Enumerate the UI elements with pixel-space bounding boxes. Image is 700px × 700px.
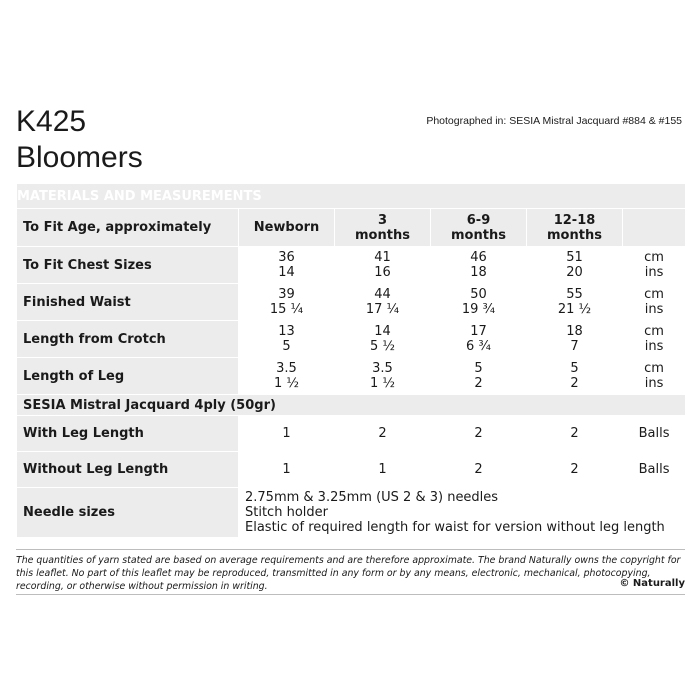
copyright: © Naturally xyxy=(619,578,685,589)
pattern-name: Bloomers xyxy=(16,141,143,174)
cell-value xyxy=(431,321,527,358)
cell-line: 6 ¾ xyxy=(465,339,491,354)
cell-units: Balls xyxy=(623,452,686,488)
age-6-9-months xyxy=(431,209,527,247)
table-row-leg xyxy=(17,358,686,395)
cell-line: months xyxy=(355,227,410,243)
cell-units xyxy=(623,284,686,321)
table-row-crotch xyxy=(17,321,686,358)
needles-line: Elastic of required length for waist for version without leg length xyxy=(245,520,665,535)
cell-value xyxy=(335,247,431,284)
row-label: To Fit Chest Sizes xyxy=(17,247,239,284)
cell-value: 2 xyxy=(335,416,431,452)
cell-line: 16 xyxy=(374,265,391,280)
cell-line: 5 xyxy=(474,361,483,376)
cell-units xyxy=(623,358,686,395)
yarn-heading: SESIA Mistral Jacquard 4ply (50gr) xyxy=(17,395,686,416)
cell-units xyxy=(623,321,686,358)
row-label: Length from Crotch xyxy=(17,321,239,358)
cell-line: 41 xyxy=(374,250,391,265)
cell-line: 46 xyxy=(470,250,487,265)
cell-units xyxy=(623,247,686,284)
cell-line: 15 ¼ xyxy=(269,302,304,317)
cell-line: cm xyxy=(644,324,664,339)
cell-value: 1 xyxy=(239,452,335,488)
cell-value: 2 xyxy=(431,416,527,452)
age-12-18-months xyxy=(527,209,623,247)
cell-line: 36 xyxy=(278,250,295,265)
cell-value xyxy=(335,284,431,321)
cell-value xyxy=(335,358,431,395)
age-row xyxy=(17,209,686,247)
cell-line: cm xyxy=(644,250,664,265)
cell-line: 1 ½ xyxy=(273,376,299,391)
age-unit-blank xyxy=(623,209,686,247)
table-title-row xyxy=(17,184,686,209)
age-label: To Fit Age, approximately xyxy=(17,209,239,247)
cell-value: 2 xyxy=(527,416,623,452)
cell-line: ins xyxy=(644,302,664,317)
cell-line: 5 xyxy=(282,339,291,354)
cell-line: 3 xyxy=(377,212,388,228)
needles-line: Stitch holder xyxy=(245,505,328,520)
table-row-chest xyxy=(17,247,686,284)
cell-value xyxy=(527,358,623,395)
cell-line: 20 xyxy=(566,265,583,280)
cell-line: cm xyxy=(644,287,664,302)
cell-line: 50 xyxy=(470,287,487,302)
cell-value xyxy=(431,358,527,395)
cell-value xyxy=(239,358,335,395)
table-title: MATERIALS AND MEASUREMENTS xyxy=(17,184,686,209)
cell-units: Balls xyxy=(623,416,686,452)
table-row-without-leg xyxy=(17,452,686,488)
footer-rule-top xyxy=(16,549,685,550)
cell-value xyxy=(239,321,335,358)
cell-line: 55 xyxy=(566,287,583,302)
age-newborn xyxy=(239,209,335,247)
cell-value xyxy=(527,284,623,321)
row-label: Finished Waist xyxy=(17,284,239,321)
cell-line: 51 xyxy=(566,250,583,265)
table-row-with-leg xyxy=(17,416,686,452)
cell-line: 17 xyxy=(470,324,487,339)
cell-value xyxy=(527,321,623,358)
cell-value: 2 xyxy=(431,452,527,488)
yarn-heading-row xyxy=(17,395,686,416)
cell-line: 18 xyxy=(566,324,583,339)
cell-value xyxy=(335,321,431,358)
footer-rule-bottom xyxy=(16,594,685,595)
cell-line: months xyxy=(451,227,506,243)
cell-line: 13 xyxy=(278,324,295,339)
age-3-months xyxy=(335,209,431,247)
cell-value: 1 xyxy=(335,452,431,488)
materials-table xyxy=(16,183,686,538)
cell-line: 19 ¾ xyxy=(461,302,496,317)
cell-line: 1 ½ xyxy=(369,376,395,391)
cell-line: 12-18 xyxy=(553,212,596,228)
disclaimer: The quantities of yarn stated are based on average requirements and are therefore approximate. The brand Naturally owns the copyright for this leaflet. No part of this leaflet may be reproduced, transmitted in any form or by any means, electronic, mechanical, photocopying, recording, or otherwise without permission in writing. xyxy=(16,555,681,592)
cell-line: 21 ½ xyxy=(557,302,592,317)
row-label: Length of Leg xyxy=(17,358,239,395)
cell-line: 39 xyxy=(278,287,295,302)
cell-line: 6-9 xyxy=(466,212,491,228)
cell-line: months xyxy=(547,227,602,243)
needles-list xyxy=(239,488,686,538)
needles-line: 2.75mm & 3.25mm (US 2 & 3) needles xyxy=(245,490,499,505)
cell-line: 5 xyxy=(570,361,579,376)
row-label: Needle sizes xyxy=(17,488,239,538)
cell-line: ins xyxy=(644,376,664,391)
cell-line: 2 xyxy=(474,376,483,391)
table-row-waist xyxy=(17,284,686,321)
row-label: Without Leg Length xyxy=(17,452,239,488)
cell-line: Newborn xyxy=(253,220,320,235)
cell-line: 3.5 xyxy=(276,361,297,376)
table-row-needles xyxy=(17,488,686,538)
cell-line: cm xyxy=(644,361,664,376)
cell-line: ins xyxy=(644,339,664,354)
cell-value xyxy=(431,247,527,284)
cell-line: 7 xyxy=(570,339,579,354)
photographed-note: Photographed in: SESIA Mistral Jacquard #884 & #155 xyxy=(426,115,682,127)
cell-value xyxy=(431,284,527,321)
cell-line: 18 xyxy=(470,265,487,280)
cell-value xyxy=(527,247,623,284)
cell-line: 2 xyxy=(570,376,579,391)
cell-line: 17 ¼ xyxy=(365,302,400,317)
cell-line: 44 xyxy=(374,287,391,302)
cell-line: ins xyxy=(644,265,664,280)
cell-value: 2 xyxy=(527,452,623,488)
cell-value xyxy=(239,284,335,321)
cell-line: 5 ½ xyxy=(369,339,395,354)
cell-value xyxy=(239,247,335,284)
cell-line: 3.5 xyxy=(372,361,393,376)
row-label: With Leg Length xyxy=(17,416,239,452)
cell-line: 14 xyxy=(374,324,391,339)
pattern-code: K425 xyxy=(16,105,87,138)
cell-value: 1 xyxy=(239,416,335,452)
cell-line: 14 xyxy=(278,265,295,280)
